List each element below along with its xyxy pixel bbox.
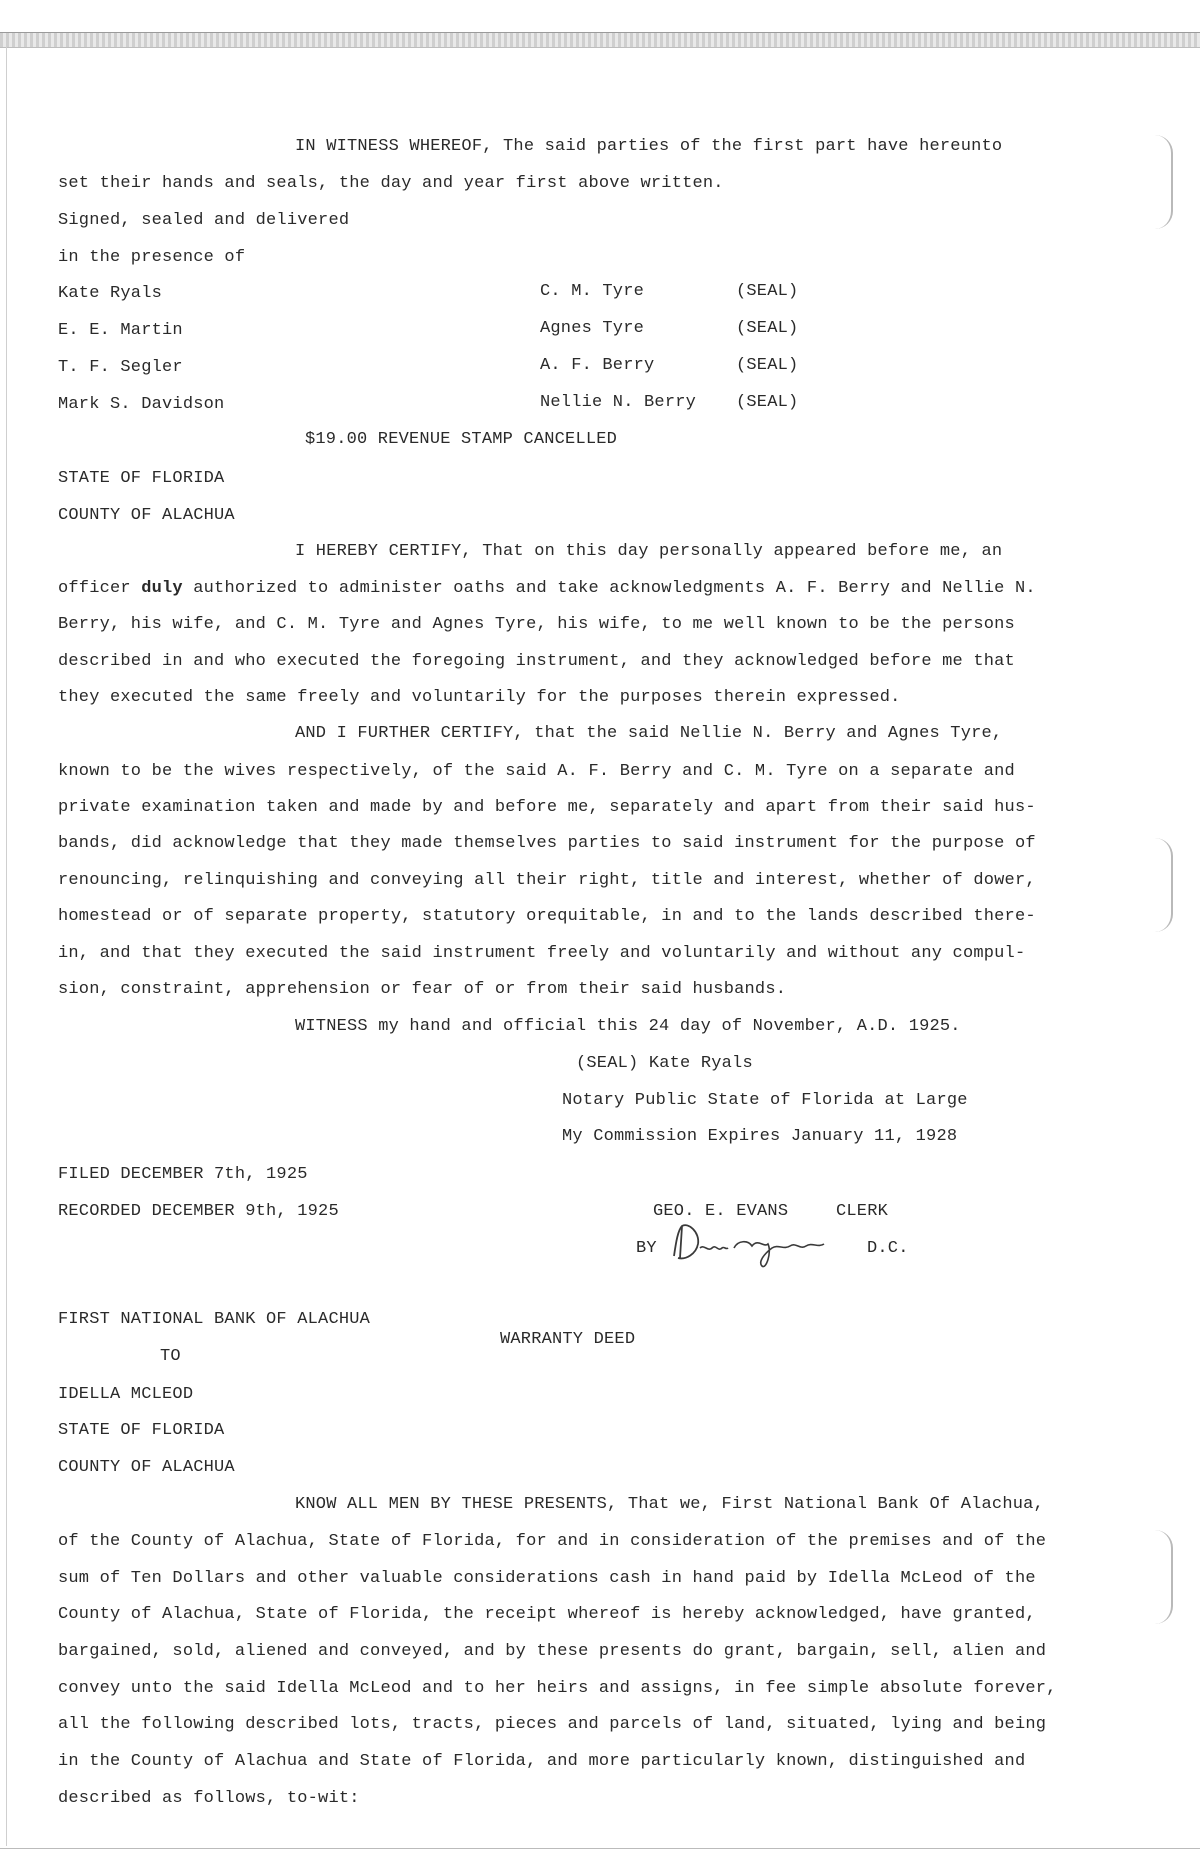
page-bottom-edge xyxy=(0,1848,1200,1849)
certificate-line: sion, constraint, apprehension or fear of or from their said husbands. xyxy=(58,980,787,999)
notary-commission: My Commission Expires January 11, 1928 xyxy=(562,1127,958,1146)
state-heading: STATE OF FLORIDA xyxy=(58,1421,225,1440)
clerk-name: GEO. E. EVANS xyxy=(653,1202,789,1221)
certificate-line: private examination taken and made by and before me, separately and apart from their said hus- xyxy=(58,798,1036,817)
deed-body-line: sum of Ten Dollars and other valuable considerations cash in hand paid by Idella McLeod of the xyxy=(58,1569,1036,1588)
signer-seal: (SEAL) xyxy=(736,282,799,301)
signed-sealed-line: Signed, sealed and delivered xyxy=(58,211,350,230)
deed-body-line: of the County of Alachua, State of Florida, for and in consideration of the premises and of the xyxy=(58,1532,1047,1551)
deed-body-line: described as follows, to-wit: xyxy=(58,1789,360,1808)
revenue-stamp-note: $19.00 REVENUE STAMP CANCELLED xyxy=(305,430,618,449)
certificate-line: bands, did acknowledge that they made themselves parties to said instrument for the purpose of xyxy=(58,834,1036,853)
certificate-line: homestead or of separate property, statutory orequitable, in and to the lands described there- xyxy=(58,907,1036,926)
deed-body-line: convey unto the said Idella McLeod and to her heirs and assigns, in fee simple absolute forever, xyxy=(58,1679,1057,1698)
certificate-line: they executed the same freely and voluntarily for the purposes therein expressed. xyxy=(58,688,901,707)
document-type: WARRANTY DEED xyxy=(500,1330,636,1349)
punch-hole-mark xyxy=(1145,838,1173,932)
state-heading: STATE OF FLORIDA xyxy=(58,469,225,488)
witness-name: T. F. Segler xyxy=(58,358,183,377)
deputy-clerk-signature xyxy=(668,1218,858,1274)
filed-date: FILED DECEMBER 7th, 1925 xyxy=(58,1165,308,1184)
signer-name: Nellie N. Berry xyxy=(540,393,697,412)
punch-hole-mark xyxy=(1145,135,1173,229)
certificate-line: described in and who executed the foregoing instrument, and they acknowledged before me that xyxy=(58,652,1015,671)
signer-name: Agnes Tyre xyxy=(540,319,645,338)
grantee-name: IDELLA MCLEOD xyxy=(58,1385,194,1404)
page-left-edge xyxy=(6,46,7,1846)
witness-name: Kate Ryals xyxy=(58,284,163,303)
by-label: BY xyxy=(636,1239,657,1258)
witness-clause-line: IN WITNESS WHEREOF, The said parties of the first part have hereunto xyxy=(295,137,1003,156)
recorded-date: RECORDED DECEMBER 9th, 1925 xyxy=(58,1202,339,1221)
witness-name: Mark S. Davidson xyxy=(58,395,225,414)
to-word: TO xyxy=(160,1347,181,1366)
signer-name: A. F. Berry xyxy=(540,356,655,375)
notary-title: Notary Public State of Florida at Large xyxy=(562,1091,968,1110)
notary-name: Kate Ryals xyxy=(648,1054,753,1073)
signer-seal: (SEAL) xyxy=(736,393,799,412)
certificate-line xyxy=(58,579,1036,599)
grantor-name: FIRST NATIONAL BANK OF ALACHUA xyxy=(58,1310,371,1329)
certificate-line: Berry, his wife, and C. M. Tyre and Agnes Tyre, his wife, to me well known to be the persons xyxy=(58,615,1015,634)
page-top-edge xyxy=(0,32,1200,48)
witness-clause-line: set their hands and seals, the day and year first above written. xyxy=(58,174,724,193)
officer-word: officer xyxy=(58,579,131,598)
county-heading: COUNTY OF ALACHUA xyxy=(58,506,235,525)
witness-name: E. E. Martin xyxy=(58,321,183,340)
notary-signature-line xyxy=(576,1054,753,1074)
county-heading: COUNTY OF ALACHUA xyxy=(58,1458,235,1477)
deed-body-line: all the following described lots, tracts, pieces and parcels of land, situated, lying and being xyxy=(58,1715,1047,1734)
deed-body-line: in the County of Alachua and State of Florida, and more particularly known, distinguished and xyxy=(58,1752,1026,1771)
deed-body-line: KNOW ALL MEN BY THESE PRESENTS, That we, First National Bank Of Alachua, xyxy=(295,1495,1044,1514)
signer-seal: (SEAL) xyxy=(736,319,799,338)
certificate-line: renouncing, relinquishing and conveying all their right, title and interest, whether of dower, xyxy=(58,871,1036,890)
signer-name: C. M. Tyre xyxy=(540,282,645,301)
notary-seal: (SEAL) xyxy=(576,1054,639,1073)
signer-seal: (SEAL) xyxy=(736,356,799,375)
certificate-line: AND I FURTHER CERTIFY, that the said Nellie N. Berry and Agnes Tyre, xyxy=(295,724,1003,743)
deed-body-line: County of Alachua, State of Florida, the receipt whereof is hereby acknowledged, have granted, xyxy=(58,1605,1036,1624)
presence-line: in the presence of xyxy=(58,248,246,267)
duly-word: duly xyxy=(141,579,183,598)
deputy-clerk-label: D.C. xyxy=(867,1239,909,1258)
certificate-line: I HEREBY CERTIFY, That on this day personally appeared before me, an xyxy=(295,542,1003,561)
certificate-line: in, and that they executed the said instrument freely and voluntarily and without any compul- xyxy=(58,944,1026,963)
clerk-title: CLERK xyxy=(836,1202,889,1221)
punch-hole-mark xyxy=(1145,1530,1173,1624)
deed-body-line: bargained, sold, aliened and conveyed, and by these presents do grant, bargain, sell, alien and xyxy=(58,1642,1047,1661)
witness-hand-line: WITNESS my hand and official this 24 day of November, A.D. 1925. xyxy=(295,1017,961,1036)
certificate-line: known to be the wives respectively, of the said A. F. Berry and C. M. Tyre on a separate and xyxy=(58,762,1015,781)
certificate-line-remainder: authorized to administer oaths and take acknowledgments A. F. Berry and Nellie N. xyxy=(193,579,1036,598)
